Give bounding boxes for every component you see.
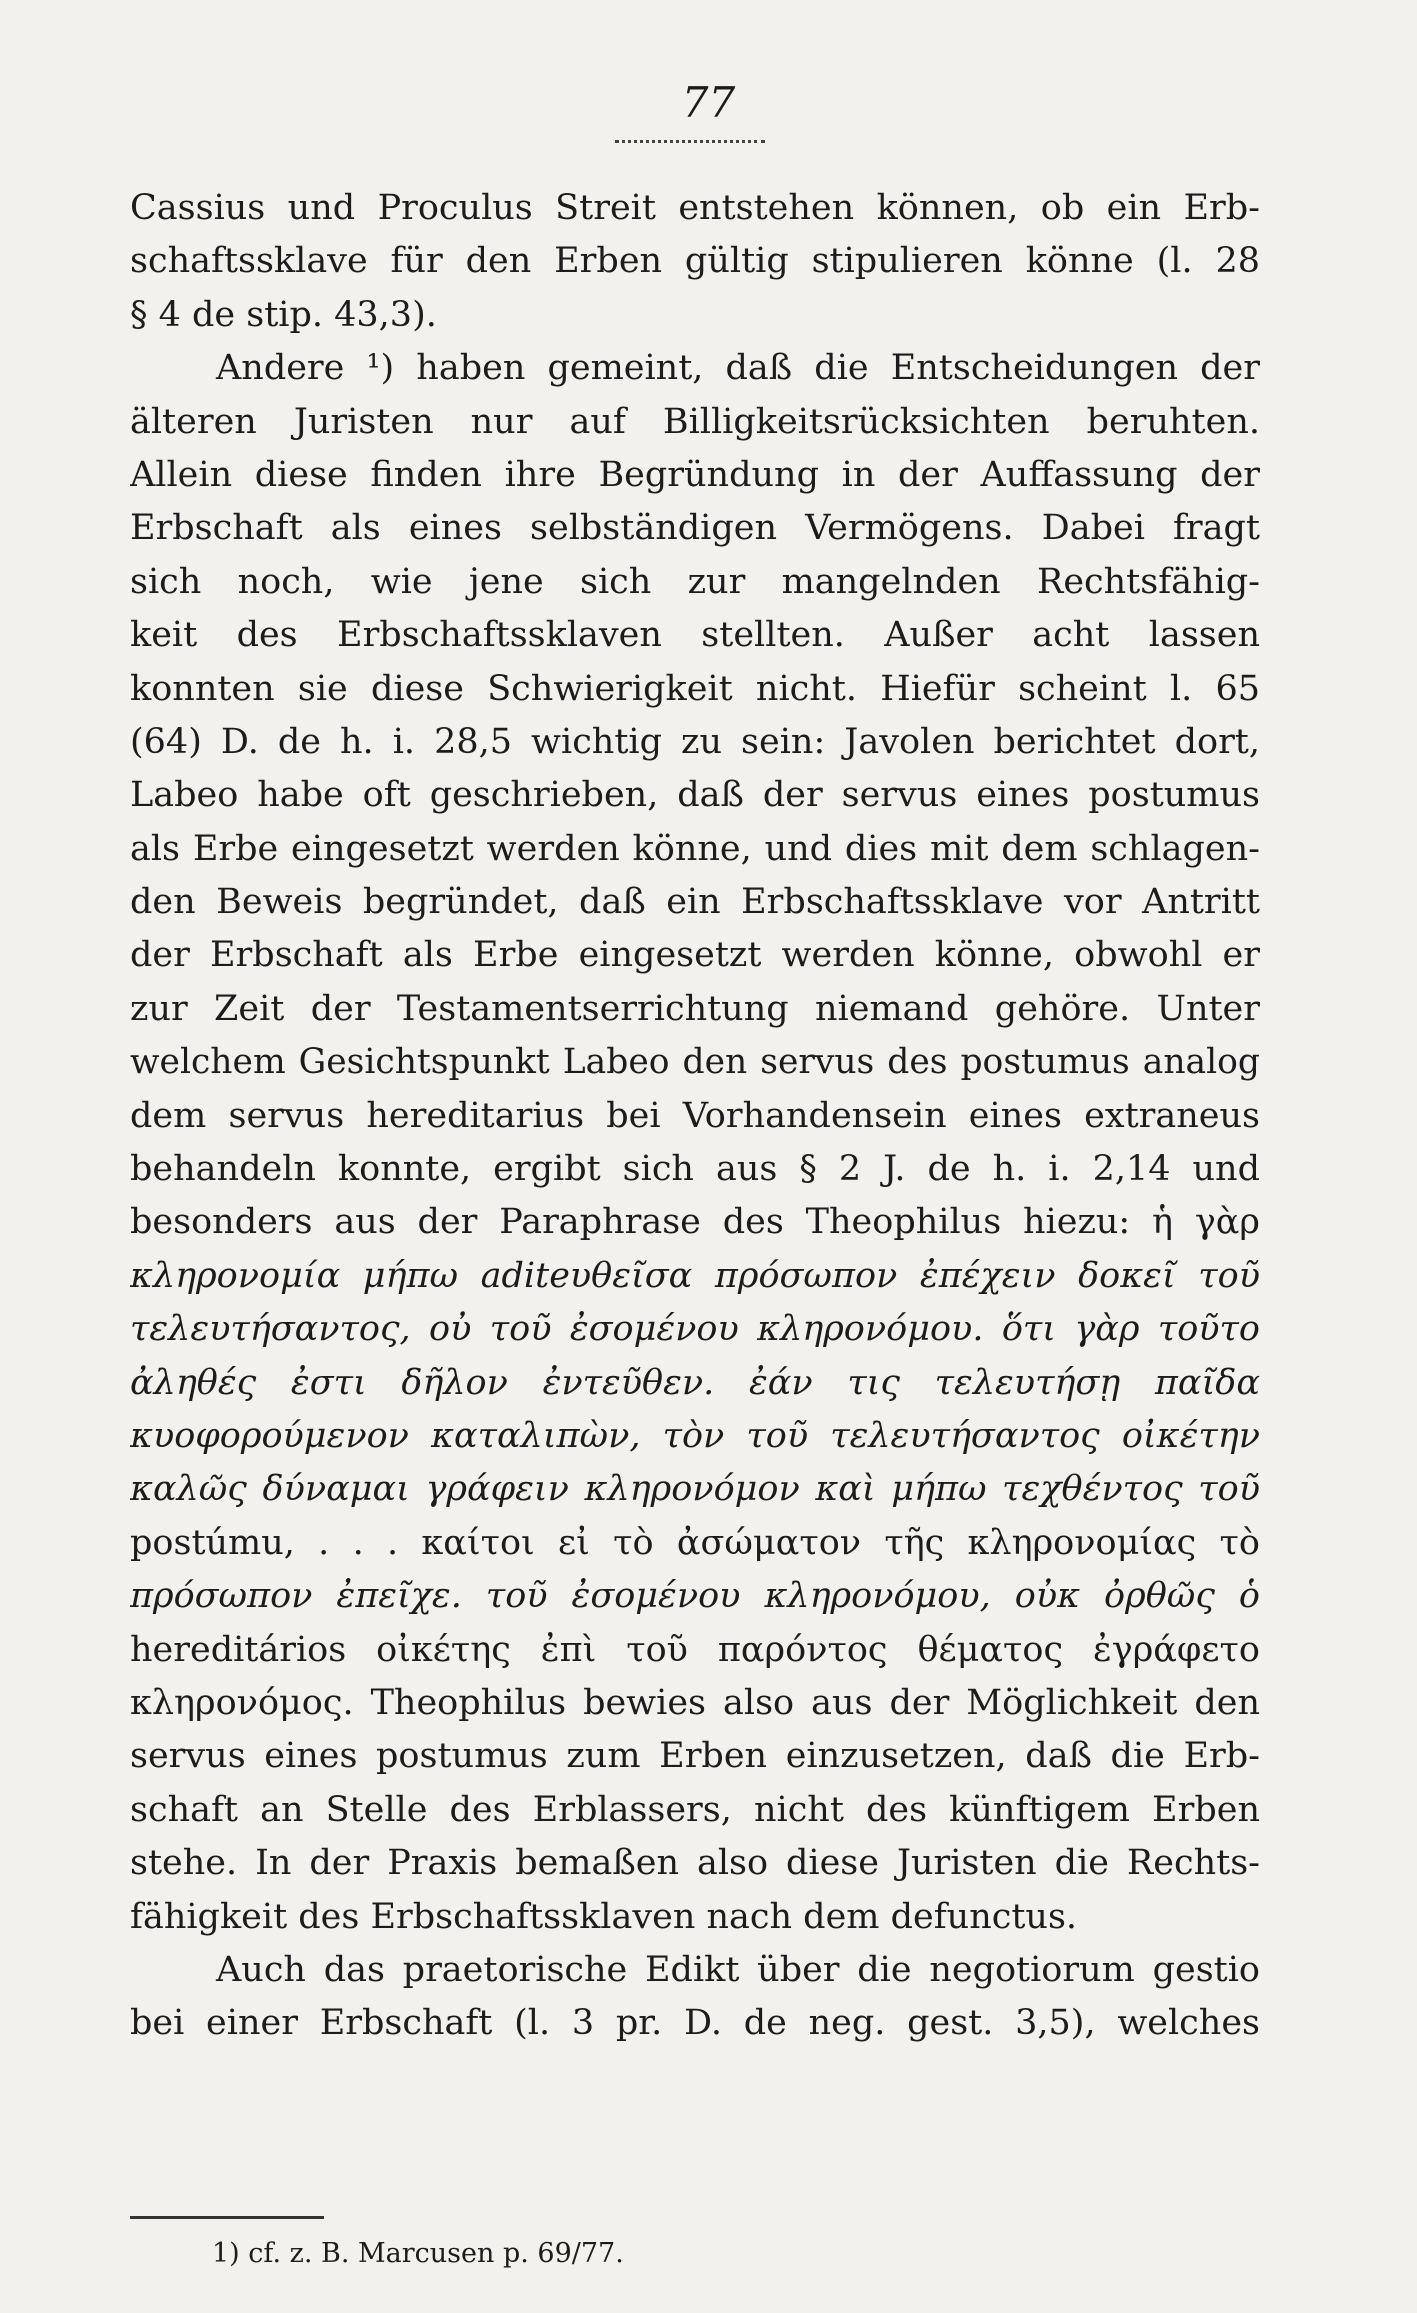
text-line: § 4 de stip. 43,3). — [130, 294, 437, 335]
greek-text-line: τελευτήσαντος, οὐ τοῦ ἐσομένου κληρονόμου. ὅτι γὰρ τοῦτο — [130, 1309, 1260, 1350]
text-line: zur Zeit der Testamentserrichtung niemand gehöre. Unter — [130, 988, 1260, 1029]
text-line: Labeo habe oft geschrieben, daß der servus eines postumus — [130, 775, 1260, 816]
text-line: den Beweis begründet, daß ein Erbschaftssklave vor Antritt — [130, 882, 1260, 923]
text-line: bei einer Erbschaft (l. 3 pr. D. de neg. gest. 3,5), welches — [130, 2003, 1260, 2044]
text-line: konnten sie diese Schwierigkeit nicht. Hiefür scheint l. 65 — [130, 668, 1260, 709]
text-line: stehe. In der Praxis bemaßen also diese Juristen die Rechts- — [130, 1843, 1260, 1884]
page-number: 77 — [681, 78, 736, 127]
text-line: schaft an Stelle des Erblassers, nicht des künftigem Erben — [130, 1789, 1260, 1830]
footnote: 1) cf. z. B. Marcusen p. 69/77. — [212, 2238, 624, 2269]
text-line: keit des Erbschaftssklaven stellten. Außer acht lassen — [130, 615, 1260, 656]
text-line: (64) D. de h. i. 28,5 wichtig zu sein: Javolen berichtet dort, — [130, 721, 1260, 762]
text-line: als Erbe eingesetzt werden könne, und dies mit dem schlagen- — [130, 828, 1260, 869]
body-text — [130, 182, 1260, 2051]
text-line: Erbschaft als eines selbständigen Vermögens. Dabei fragt — [130, 508, 1260, 549]
footnote-divider — [130, 2216, 324, 2219]
text-line: der Erbschaft als Erbe eingesetzt werden könne, obwohl er — [130, 935, 1260, 976]
text-line: welchem Gesichtspunkt Labeo den servus des postumus analog — [130, 1042, 1260, 1083]
text-line: sich noch, wie jene sich zur mangelnden Rechtsfähig- — [130, 561, 1260, 602]
greek-text-line: ἀληθές ἐστι δῆλον ἐντεῦθεν. ἐάν τις τελευτήσῃ παῖδα — [130, 1362, 1260, 1403]
greek-text-line: πρόσωπον ἐπεῖχε. τοῦ ἐσομένου κληρονόμου, οὐκ ὀρθῶς ὁ — [130, 1576, 1260, 1617]
header-ornament — [615, 140, 765, 143]
greek-text-line: καλῶς δύναμαι γράφειν κληρονόμον καὶ μήπω τεχθέντος τοῦ — [130, 1469, 1260, 1510]
text-line: servus eines postumus zum Erben einzusetzen, daß die Erb- — [130, 1736, 1260, 1777]
greek-text-line: κληρονομία μήπω aditeυθεῖσα πρόσωπον ἐπέχειν δοκεῖ τοῦ — [130, 1255, 1260, 1296]
text-line: fähigkeit des Erbschaftssklaven nach dem defunctus. — [130, 1896, 1078, 1937]
text-line: Allein diese finden ihre Begründung in der Auffassung der — [130, 454, 1260, 495]
text-line: Andere ¹) haben gemeint, daß die Entscheidungen der — [216, 348, 1260, 389]
text-line: schaftssklave für den Erben gültig stipulieren könne (l. 28 — [130, 241, 1260, 282]
text-line: hereditários οἰκέτης ἐπὶ τοῦ παρόντος θέματος ἐγράφετο — [130, 1629, 1260, 1670]
greek-text-line: κυοφορούμενον καταλιπὼν, τὸν τοῦ τελευτήσαντος οἰκέτην — [130, 1415, 1260, 1456]
text-line: Auch das praetorische Edikt über die negotiorum gestio — [216, 1949, 1260, 1990]
text-line: älteren Juristen nur auf Billigkeitsrücksichten beruhten. — [130, 401, 1260, 442]
text-line: postúmu, . . . καίτοι εἰ τὸ ἀσώματον τῆς κληρονομίας τὸ — [130, 1522, 1260, 1563]
text-line: κληρονόμος. Theophilus bewies also aus der Möglichkeit den — [130, 1682, 1260, 1723]
text-line: dem servus hereditarius bei Vorhandensein eines extraneus — [130, 1095, 1260, 1136]
text-line: Cassius und Proculus Streit entstehen können, ob ein Erb- — [130, 188, 1260, 228]
text-line: behandeln konnte, ergibt sich aus § 2 J. de h. i. 2,14 und — [130, 1149, 1260, 1190]
text-line: besonders aus der Paraphrase des Theophilus hiezu: ἡ γὰρ — [130, 1202, 1260, 1243]
